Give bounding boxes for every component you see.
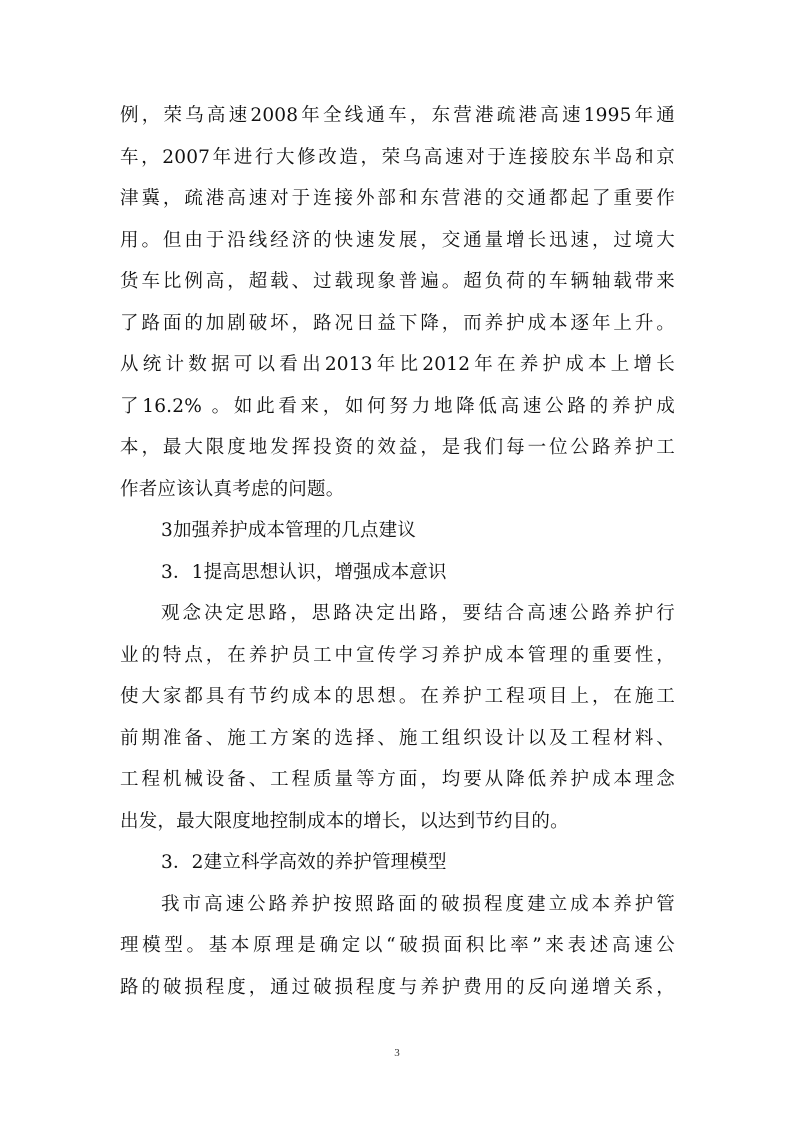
- paragraph-line: 本，最大限度地发挥投资的效益，是我们每一位公路养护工: [120, 437, 675, 458]
- body-text: [120, 95, 675, 1008]
- subsection-heading: 3．2建立科学高效的养护管理模型: [161, 852, 447, 873]
- section-heading: 3加强养护成本管理的几点建议: [161, 520, 417, 541]
- paragraph-line: 业的特点，在养护员工中宣传学习养护成本管理的重要性，: [120, 644, 675, 666]
- paragraph-line: 了16.2% 。如此看来，如何努力地降低高速公路的养护成: [120, 395, 675, 417]
- paragraph-line: 我市高速公路养护按照路面的破损程度建立成本养护管: [161, 893, 675, 915]
- page-number: 3: [394, 1047, 400, 1059]
- paragraph-line: 路的破损程度，通过破损程度与养护费用的反向递增关系，: [120, 976, 675, 998]
- paragraph-line: 从统计数据可以看出2013年比2012年在养护成本上增长: [120, 354, 675, 375]
- paragraph-line: 车，2007年进行大修改造，荣乌高速对于连接胶东半岛和京: [120, 146, 675, 168]
- subsection-heading: 3．1提高思想认识，增强成本意识: [161, 561, 447, 583]
- paragraph-line: 例，荣乌高速2008年全线通车，东营港疏港高速1995年通: [120, 105, 675, 126]
- paragraph-line: 观念决定思路，思路决定出路，要结合高速公路养护行: [161, 603, 675, 624]
- paragraph-line: 理模型。基本原理是确定以“破损面积比率”来表述高速公: [120, 935, 675, 956]
- paragraph-line: 货车比例高，超载、过载现象普遍。超负荷的车辆轴载带来: [120, 271, 675, 292]
- paragraph-line: 出发，最大限度地控制成本的增长，以达到节约目的。: [120, 810, 569, 832]
- paragraph-line: 前期准备、施工方案的选择、施工组织设计以及工程材料、: [120, 727, 675, 749]
- paragraph-line: 作者应该认真考虑的问题。: [120, 478, 345, 500]
- paragraph-line: 了路面的加剧破坏，路况日益下降，而养护成本逐年上升。: [120, 312, 675, 334]
- paragraph-line: 用。但由于沿线经济的快速发展，交通量增长迅速，过境大: [120, 229, 675, 251]
- paragraph-line: 津冀，疏港高速对于连接外部和东营港的交通都起了重要作: [120, 188, 675, 209]
- paragraph-line: 工程机械设备、工程质量等方面，均要从降低养护成本理念: [120, 769, 675, 790]
- paragraph-line: 使大家都具有节约成本的思想。在养护工程项目上，在施工: [120, 686, 675, 707]
